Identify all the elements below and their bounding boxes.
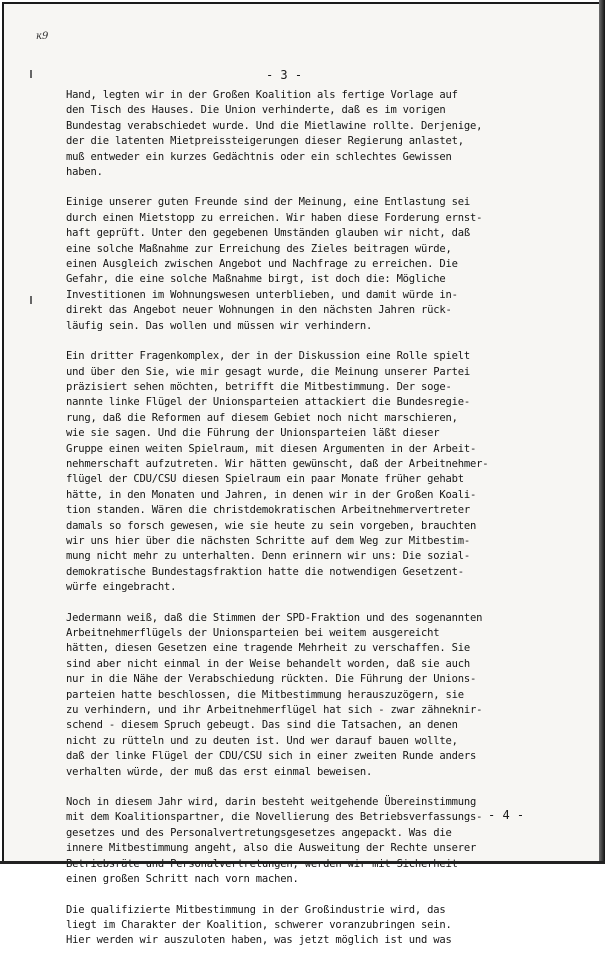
paragraph	[66, 195, 536, 334]
text-line: Jedermann weiß, daß die Stimmen der SPD-Fraktion und des sogenannten	[66, 611, 483, 624]
text-line: Die qualifizierte Mitbestimmung in der Großindustrie wird, das	[66, 903, 446, 916]
text-line: rung, daß die Reformen auf diesem Gebiet noch nicht marschieren,	[66, 411, 458, 424]
text-line: mung nicht mehr zu unterhalten. Denn erinnern wir uns: Die sozial-	[66, 550, 471, 563]
text-line: hätten, diesen Gesetzen eine tragende Mehrheit zu verschaffen. Sie	[66, 642, 471, 655]
text-line: würfe eingebracht.	[66, 581, 177, 594]
text-line: nicht zu rütteln und zu deuten ist. Und wer darauf bauen wollte,	[66, 734, 458, 747]
text-line: muß entweder ein kurzes Gedächtnis oder ein schlechtes Gewissen	[66, 150, 452, 163]
text-line: Bundestag verabschiedet wurde. Und die Mietlawine rollte. Derjenige,	[66, 119, 483, 132]
text-line: demokratische Bundestagsfraktion hatte die notwendigen Gesetzent-	[66, 565, 464, 578]
text-line: wir uns hier über die nächsten Schritte auf dem Weg zur Mitbestim-	[66, 534, 471, 547]
text-line: haft geprüft. Unter den gegebenen Umständen glauben wir nicht, daß	[66, 227, 471, 240]
corner-annotation: ĸ9	[36, 31, 49, 42]
text-line: nannte linke Flügel der Unionsparteien attackiert die Bundesregie-	[66, 396, 471, 409]
text-line: Einige unserer guten Freunde sind der Meinung, eine Entlastung sei	[66, 196, 471, 209]
text-line: parteien hatte beschlossen, die Mitbestimmung herauszuzögern, sie	[66, 688, 464, 701]
text-line: läufig sein. Das wollen und müssen wir verhindern.	[66, 319, 373, 332]
text-line: tion standen. Wären die christdemokratischen Arbeitnehmervertreter	[66, 504, 471, 517]
text-line: mit dem Koalitionspartner, die Novellierung des Betriebsverfassungs-	[66, 811, 483, 824]
text-line: flügel der CDU/CSU diesen Spielraum ein paar Monate früher gehabt	[66, 473, 464, 486]
text-line: liegt im Charakter der Koalition, schwerer voranzubringen sein.	[66, 918, 452, 931]
text-line: Investitionen im Wohnungswesen unterblieben, und damit würde in-	[66, 288, 458, 301]
text-line: haben.	[66, 166, 103, 179]
text-line: zu verhindern, und ihr Arbeitnehmerflügel hat sich - zwar zähneknir-	[66, 704, 483, 717]
text-line: Gruppe einen weiten Spielraum, mit diesen Argumenten in der Arbeit-	[66, 442, 477, 455]
text-line: durch einen Mietstopp zu erreichen. Wir haben diese Forderung ernst-	[66, 211, 483, 224]
text-line: wie sie sagen. Und die Führung der Unionsparteien läßt dieser	[66, 427, 440, 440]
paragraph	[66, 349, 536, 596]
text-line: direkt das Angebot neuer Wohnungen in den nächsten Jahren rück-	[66, 304, 452, 317]
paragraph	[66, 903, 536, 949]
text-line: Noch in diesem Jahr wird, darin besteht weitgehende Übereinstimmung	[66, 796, 477, 809]
text-line: eine solche Maßnahme zur Erreichung des Zieles beitragen würde,	[66, 242, 452, 255]
text-line: daß der linke Flügel der CDU/CSU sich in einer zweiten Runde anders	[66, 750, 477, 763]
text-line: nur in die Nähe der Verabschiedung rückten. Die Führung der Unions-	[66, 673, 477, 686]
next-page-marker: - 4 -	[488, 808, 525, 822]
text-line: schend - diesem Spruch gebeugt. Das sind die Tatsachen, an denen	[66, 719, 458, 732]
text-line: den Tisch des Hauses. Die Union verhinderte, daß es im vorigen	[66, 104, 446, 117]
text-line: Gefahr, die eine solche Maßnahme birgt, ist doch die: Mögliche	[66, 273, 446, 286]
text-line: gesetzes und des Personalvertretungsgesetzes angepackt. Was die	[66, 826, 452, 839]
scan-edge-right	[599, 0, 605, 864]
text-line	[66, 857, 536, 872]
text-line: sind aber nicht einmal in der Weise behandelt worden, daß sie auch	[66, 657, 471, 670]
text-line: und über den Sie, wie mir gesagt wurde, die Meinung unserer Partei	[66, 365, 471, 378]
paragraph	[66, 795, 536, 887]
text-line: Ein dritter Fragenkomplex, der in der Diskussion eine Rolle spielt	[66, 350, 471, 363]
paragraph	[66, 611, 536, 780]
paragraph	[66, 88, 536, 180]
text-line: Hier werden wir auszuloten haben, was jetzt möglich ist und was	[66, 934, 452, 947]
margin-mark	[30, 296, 32, 304]
text-line: einen Ausgleich zwischen Angebot und Nachfrage zu erreichen. Die	[66, 258, 458, 271]
page-number: - 3 -	[265, 68, 303, 82]
text-line: hätte, in den Monaten und Jahren, in denen wir in der Großen Koali-	[66, 488, 477, 501]
text-line: der die latenten Mietpreissteigerungen dieser Regierung anlastet,	[66, 135, 464, 148]
text-line: nehmerschaft aufzutreten. Wir hätten gewünscht, daß der Arbeitnehmer-	[66, 457, 489, 470]
text-line: verhalten würde, der muß das erst einmal beweisen.	[66, 765, 373, 778]
text-line: einen großen Schritt nach vorn machen.	[66, 873, 299, 886]
text-line: Arbeitnehmerflügels der Unionsparteien bei weitem ausgereicht	[66, 627, 440, 639]
body-text	[66, 88, 536, 964]
text-line: präzisiert sehen möchten, betrifft die Mitbestimmung. Der soge-	[66, 380, 452, 393]
text-line: innere Mitbestimmung angeht, also die Ausweitung der Rechte unserer	[66, 842, 477, 855]
text-line: damals so forsch gewesen, wie sie heute zu sein vorgeben, brauchten	[66, 519, 477, 532]
text-line: Hand, legten wir in der Großen Koalition als fertige Vorlage auf	[66, 89, 458, 101]
document-page	[2, 2, 603, 947]
